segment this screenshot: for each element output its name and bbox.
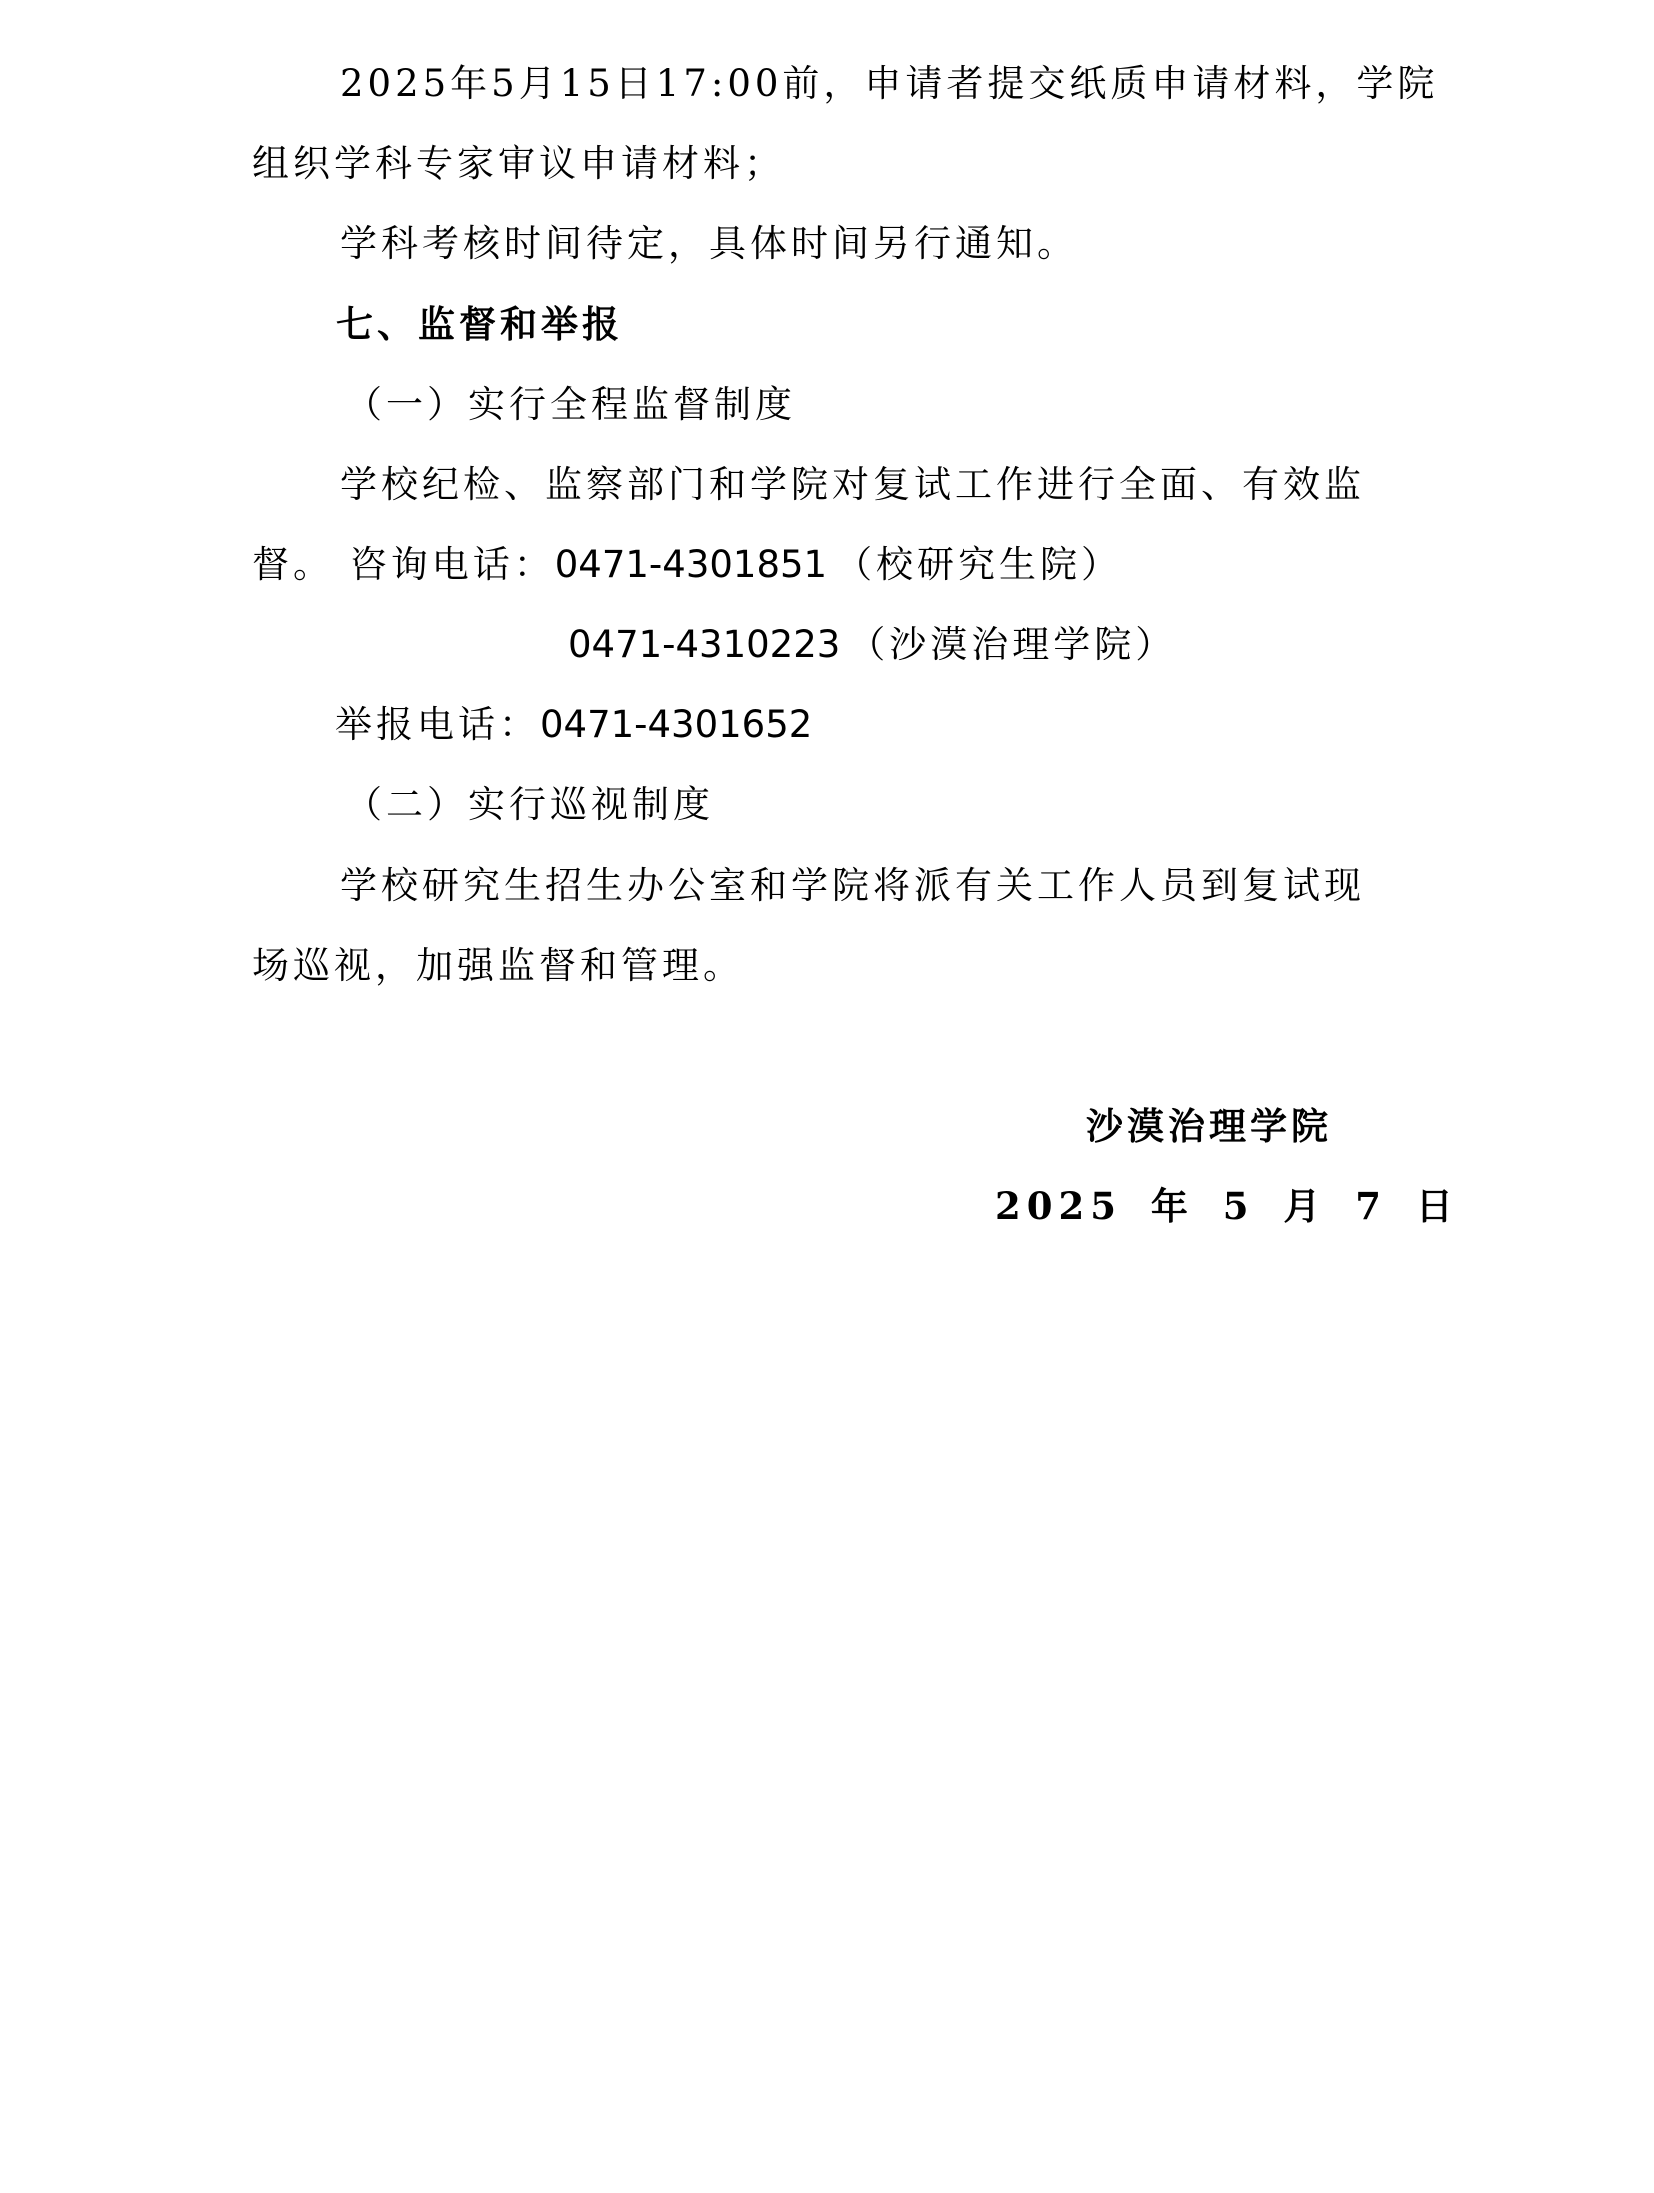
report-phone-label: 举报电话： bbox=[335, 703, 540, 746]
inspection-paragraph-line-2: 场巡视，加强监督和管理。 bbox=[252, 944, 744, 987]
schedule-paragraph-line-2: 组织学科专家审议申请材料； bbox=[252, 142, 785, 185]
inspection-paragraph-line-1: 学校研究生招生办公室和学院将派有关工作人员到复试现 bbox=[340, 864, 1365, 907]
report-phone-line bbox=[335, 703, 812, 747]
signature-organization: 沙漠治理学院 bbox=[1086, 1104, 1332, 1148]
schedule-paragraph-line-1: 2025年5月15日17:00前，申请者提交纸质申请材料，学院 bbox=[340, 62, 1439, 105]
supervision-paragraph-line-1: 学校纪检、监察部门和学院对复试工作进行全面、有效监 bbox=[340, 463, 1365, 506]
schedule-note: 学科考核时间待定，具体时间另行通知。 bbox=[340, 222, 1078, 265]
college-phone-line bbox=[568, 623, 1176, 667]
supervision-paragraph-line-2 bbox=[252, 543, 1122, 587]
grad-school-phone-label: （校研究生院） bbox=[835, 543, 1123, 586]
signature-date: 2025 年 5 月 7 日 bbox=[995, 1184, 1459, 1228]
report-phone: 0471-4301652 bbox=[540, 703, 813, 746]
grad-school-phone: 0471-4301851 bbox=[554, 543, 828, 586]
subsection-1-heading: （一）实行全程监督制度 bbox=[345, 383, 796, 426]
section-7-heading: 七、监督和举报 bbox=[336, 302, 623, 346]
college-phone-label: （沙漠治理学院） bbox=[848, 623, 1177, 666]
consult-phone-label: 督。 咨询电话： bbox=[252, 543, 555, 586]
college-phone: 0471-4310223 bbox=[568, 623, 841, 666]
subsection-2-heading: （二）实行巡视制度 bbox=[345, 783, 714, 826]
